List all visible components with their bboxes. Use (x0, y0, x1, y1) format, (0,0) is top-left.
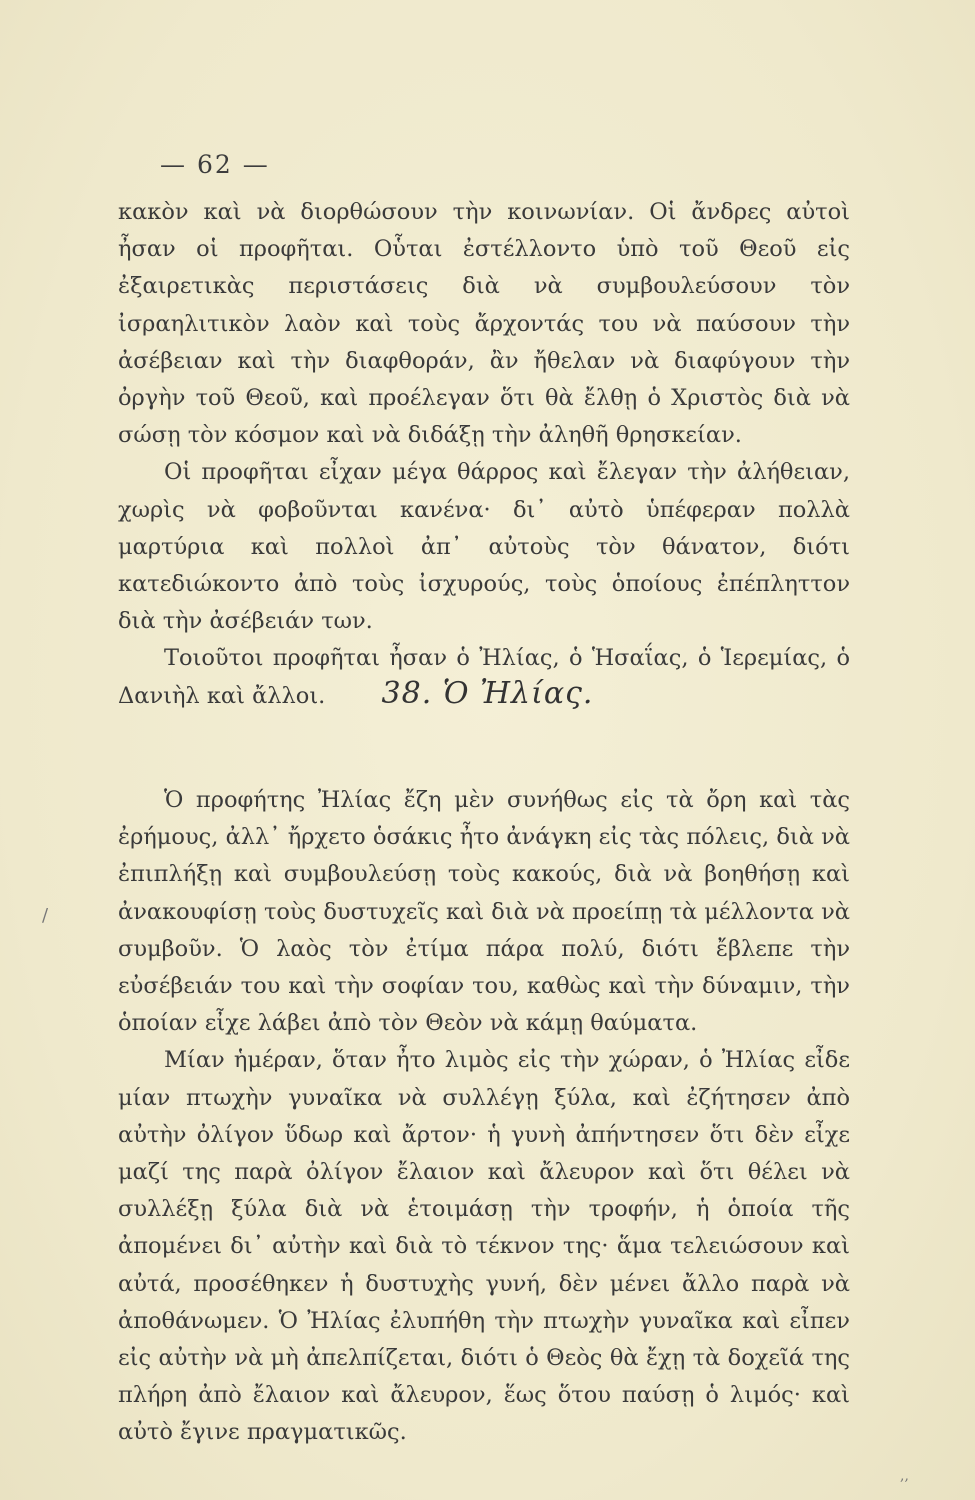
section-heading: 38. Ὁ Ἠλίας. (381, 676, 594, 711)
margin-mark: / (42, 905, 49, 926)
corner-mark: ,, (900, 1468, 909, 1484)
page-number: — 62 — (160, 150, 270, 179)
paragraph-prophets-list: Τοιοῦτοι προφῆται ἦσαν ὁ Ἠλίας, ὁ Ἡσαΐας, ὁ Ἱερεμίας, ὁ Δανιὴλ καὶ ἄλλοι. (118, 645, 850, 709)
intro-text-block (118, 194, 850, 715)
paragraph-prophets-intro: κακὸν καὶ νὰ διορθώσουν τὴν κοινωνίαν. Οἱ ἄνδρες αὐτοὶ ἦσαν οἱ προφῆται. Οὗται ἐστέλλοντο ὑπὸ τοῦ Θεοῦ εἰς ἐξαιρετικὰς περιστάσεις διὰ νὰ συμβουλεύσουν τὸν ἰσραηλιτικὸν λαὸν καὶ τοὺς ἄρχοντάς του νὰ παύσουν τὴν ἀσέβειαν καὶ τὴν διαφθοράν, ἂν ἤθελαν νὰ διαφύγουν τὴν ὀργὴν τοῦ Θεοῦ, καὶ προέλεγαν ὅτι θὰ ἔλθῃ ὁ Χριστὸς διὰ νὰ σώσῃ τὸν κόσμον καὶ νὰ διδάξῃ τὴν ἀληθῆ θρησκείαν. (118, 199, 850, 449)
paragraph-elijah-life: Ὁ προφήτης Ἠλίας ἔζη μὲν συνήθως εἰς τὰ ὄρη καὶ τὰς ἐρήμους, ἀλλ᾿ ἤρχετο ὁσάκις ἦτο ἀνάγκη εἰς τὰς πόλεις, διὰ νὰ ἐπιπλήξῃ καὶ συμβουλεύσῃ τοὺς κακούς, διὰ νὰ βοηθήσῃ καὶ ἀνακουφίσῃ τοὺς δυστυχεῖς καὶ διὰ νὰ προείπῃ τὰ μέλλοντα νὰ συμβοῦν. Ὁ λαὸς τὸν ἐτίμα πάρα πολύ, διότι ἔβλεπε τὴν εὐσέβειάν του καὶ τὴν σοφίαν του, καθὼς καὶ τὴν δύναμιν, τὴν ὁποίαν εἶχε λάβει ἀπὸ τὸν Θεὸν νὰ κάμῃ θαύματα. (118, 787, 850, 1037)
elijah-text-block (118, 782, 850, 1452)
paragraph-elijah-widow: Μίαν ἡμέραν, ὅταν ἦτο λιμὸς εἰς τὴν χώραν, ὁ Ἠλίας εἶδε μίαν πτωχὴν γυναῖκα νὰ συλλέγῃ ξύλα, καὶ ἐζήτησεν ἀπὸ αὐτὴν ὀλίγον ὕδωρ καὶ ἄρτον· ἡ γυνὴ ἀπήντησεν ὅτι δὲν εἶχε μαζί της παρὰ ὀλίγον ἔλαιον καὶ ἄλευρον καὶ ὅτι θέλει νὰ συλλέξῃ ξύλα διὰ νὰ ἑτοιμάσῃ τὴν τροφήν, ἡ ὁποία τῆς ἀπομένει δι᾿ αὐτὴν καὶ διὰ τὸ τέκνον της· ἅμα τελειώσουν καὶ αὐτά, προσέθηκεν ἡ δυστυχὴς γυνή, δὲν μένει ἄλλο παρὰ νὰ ἀποθάνωμεν. Ὁ Ἠλίας ἐλυπήθη τὴν πτωχὴν γυναῖκα καὶ εἶπεν εἰς αὐτὴν νὰ μὴ ἀπελπίζεται, διότι ὁ Θεὸς θὰ ἔχῃ τὰ δοχεῖά της πλήρη ἀπὸ ἔλαιον καὶ ἄλευρον, ἕως ὅτου παύσῃ ὁ λιμός· καὶ αὐτὸ ἔγινε πραγματικῶς. (118, 1047, 850, 1446)
paragraph-prophets-courage: Οἱ προφῆται εἶχαν μέγα θάρρος καὶ ἔλεγαν τὴν ἀλήθειαν, χωρὶς νὰ φοβοῦνται κανένα· δι᾿ αὐτὸ ὑπέφεραν πολλὰ μαρτύρια καὶ πολλοὶ ἀπ᾿ αὐτοὺς τὸν θάνατον, διότι κατεδιώκοντο ἀπὸ τοὺς ἰσχυρούς, τοὺς ὁποίους ἐπέπληττον διὰ τὴν ἀσέβειάν των. (118, 459, 850, 635)
